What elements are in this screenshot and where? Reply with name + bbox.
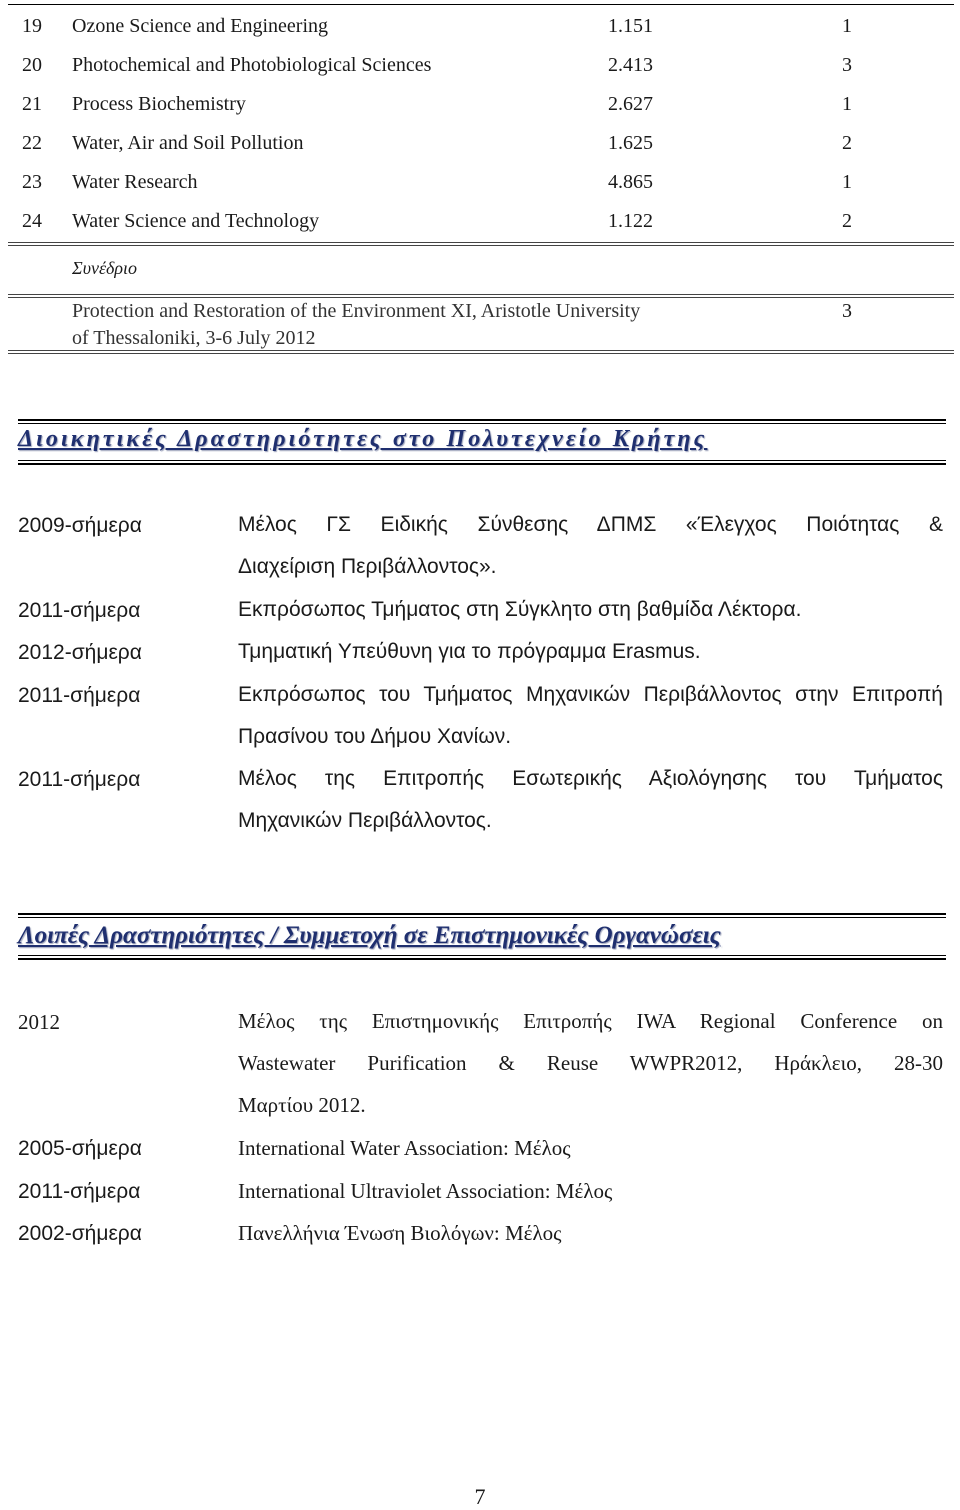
table-row	[0, 121, 960, 160]
journal-number: 20	[22, 54, 42, 76]
other-item-line: Wastewater Purification & Reuse WWPR2012, Ηράκλειο, 28-30	[238, 1051, 943, 1075]
conference-label: Συνέδριο	[72, 258, 138, 278]
section-rule-top	[18, 917, 946, 918]
admin-item-description	[238, 589, 943, 631]
section-rule-bottom	[18, 958, 946, 960]
table-divider	[8, 297, 954, 298]
table-divider	[8, 242, 954, 243]
journal-count: 2	[842, 210, 852, 232]
journal-count: 1	[842, 171, 852, 193]
journal-name: Water Science and Technology	[72, 210, 320, 232]
journal-count: 1	[842, 15, 852, 37]
other-item-description	[238, 1127, 943, 1169]
table-row	[0, 199, 960, 238]
admin-item-date: 2011-σήμερα	[18, 768, 141, 791]
admin-item-line: Μηχανικών Περιβάλλοντος.	[238, 809, 492, 832]
other-section-title: Λοιπές Δραστηριότητες / Συμμετοχή σε Επιστημονικές Οργανώσεις	[18, 922, 721, 949]
admin-item-description	[238, 631, 943, 673]
admin-item-line: Εκπρόσωπος Τμήματος στη Σύγκλητο στη βαθμίδα Λέκτορα.	[238, 598, 802, 621]
journal-count: 1	[842, 93, 852, 115]
table-row	[0, 82, 960, 121]
page-number: 7	[474, 1484, 486, 1509]
table-row	[0, 43, 960, 82]
admin-item-line: Μέλος της Επιτροπής Εσωτερικής Αξιολόγησης του Τμήματος	[238, 767, 943, 790]
other-item-line: International Ultraviolet Association: Μέλος	[238, 1179, 613, 1203]
admin-item-date: 2011-σήμερα	[18, 599, 141, 622]
journal-number: 22	[22, 132, 42, 154]
admin-item-description	[238, 504, 943, 588]
conference-count: 3	[842, 300, 852, 322]
journal-name: Ozone Science and Engineering	[72, 15, 329, 37]
other-item-line: Μαρτίου 2012.	[238, 1093, 366, 1117]
admin-item-line: Εκπρόσωπος του Τμήματος Μηχανικών Περιβάλλοντος στην Επιτροπή	[238, 683, 943, 706]
table-bottom-border	[8, 353, 954, 354]
other-item-date: 2002-σήμερα	[18, 1222, 142, 1245]
section-rule-top	[18, 419, 946, 421]
admin-item-line: Μέλος ΓΣ Ειδικής Σύνθεσης ΔΠΜΣ «Έλεγχος Ποιότητας &	[238, 513, 943, 536]
table-row	[0, 160, 960, 199]
admin-item-line: Διαχείριση Περιβάλλοντος».	[238, 555, 497, 578]
conference-title-line1: Protection and Restoration of the Environment XI, Aristotle University	[72, 300, 641, 322]
other-item-date: 2005-σήμερα	[18, 1137, 142, 1160]
journal-number: 24	[22, 210, 42, 232]
table-divider	[8, 245, 954, 246]
journal-name: Process Biochemistry	[72, 93, 246, 115]
other-item-date: 2012	[18, 1010, 60, 1034]
admin-item-description	[238, 758, 943, 842]
section-rule-bottom	[18, 460, 946, 461]
section-rule-bottom	[18, 463, 946, 465]
admin-item-line: Πρασίνου του Δήμου Χανίων.	[238, 725, 512, 748]
admin-item-description	[238, 674, 943, 758]
journal-count: 2	[842, 132, 852, 154]
admin-item-date: 2011-σήμερα	[18, 684, 141, 707]
other-item-description	[238, 1212, 943, 1254]
other-item-line: International Water Association: Μέλος	[238, 1136, 571, 1160]
conference-title-line2: of Thessaloniki, 3-6 July 2012	[72, 327, 316, 349]
section-rule-top	[18, 423, 946, 424]
table-row	[0, 4, 960, 43]
other-item-line: Πανελλήνια Ένωση Βιολόγων: Μέλος	[238, 1221, 562, 1245]
journal-impact-factor: 4.865	[608, 171, 653, 193]
journal-number: 19	[22, 15, 42, 37]
journal-impact-factor: 1.151	[608, 15, 653, 37]
admin-section-title: Διοικητικές Δραστηριότητες στο Πολυτεχνείο Κρήτης	[18, 426, 708, 452]
admin-item-date: 2009-σήμερα	[18, 514, 142, 537]
section-rule-bottom	[18, 955, 946, 956]
journal-number: 23	[22, 171, 42, 193]
journal-impact-factor: 2.627	[608, 93, 653, 115]
admin-item-line: Τμηματική Υπεύθυνη για το πρόγραμμα Erasmus.	[238, 640, 701, 663]
journal-count: 3	[842, 54, 852, 76]
table-divider	[8, 294, 954, 295]
admin-item-date: 2012-σήμερα	[18, 641, 142, 664]
table-bottom-border	[8, 350, 954, 351]
journal-impact-factor: 1.625	[608, 132, 653, 154]
journal-name: Water Research	[72, 171, 198, 193]
other-item-date: 2011-σήμερα	[18, 1180, 141, 1203]
journal-name: Photochemical and Photobiological Sciences	[72, 54, 432, 76]
journal-name: Water, Air and Soil Pollution	[72, 132, 304, 154]
other-item-description	[238, 1170, 943, 1212]
section-rule-top	[18, 913, 946, 915]
journal-impact-factor: 1.122	[608, 210, 653, 232]
journal-impact-factor: 2.413	[608, 54, 653, 76]
other-item-description	[238, 1000, 943, 1126]
journal-number: 21	[22, 93, 42, 115]
other-item-line: Μέλος της Επιστημονικής Επιτροπής IWA Regional Conference on	[238, 1009, 943, 1033]
